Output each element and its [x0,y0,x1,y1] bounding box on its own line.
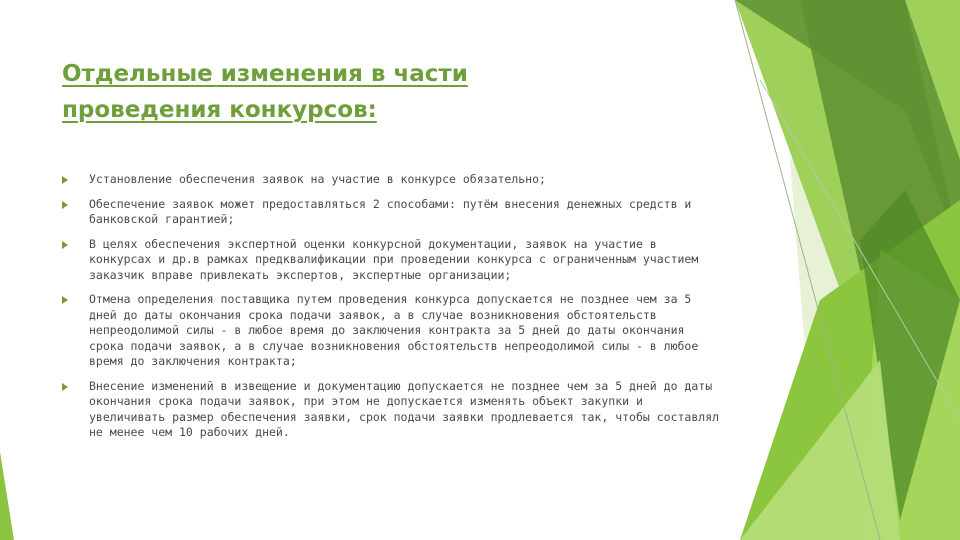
triangle-bullet-icon [62,296,68,304]
triangle-bullet-icon [62,241,68,249]
bullet-list [62,172,722,450]
bullet-text: Обеспечение заявок может предоставляться 2 способами: путём внесения денежных средств и банковской гарантией; [89,196,692,226]
bullet-text: Внесение изменений в извещение и документацию допускается не позднее чем за 5 дней до даты окончания срока подачи заявок, при этом не допускается изменять объект закупки и увеличивать размер обеспечения заявки, срок подачи заявки продлевается так, чтобы составлял не менее чем 10 рабочих дней. [89,378,720,439]
left-edge-sliver [0,452,14,540]
list-item [62,172,722,188]
triangle-bullet-icon [62,201,68,209]
slide-title: Отдельные изменения в части проведения конкурсов: [62,61,468,123]
triangle-bullet-icon [62,383,68,391]
list-item [62,379,722,441]
triangle-bullet-icon [62,176,68,184]
bullet-text: В целях обеспечения экспертной оценки конкурсной документации, заявок на участие в конкурсах и др.в рамках предквалификации при проведении конкурса с ограниченным участием заказчик вправе привлекать экспертов, экспертные организации; [89,236,699,282]
bullet-text: Отмена определения поставщика путем проведения конкурса допускается не позднее чем за 5 дней до даты окончания срока подачи заявок, а в случае возникновения обстоятельств непреодолимой силы - в любое время до заключения контракта за 5 дней до даты окончания срока подачи заявок, а в случае возникновения обстоятельств непреодолимой силы - в любое время до заключения контракта; [89,292,699,368]
list-item [62,237,722,284]
list-item [62,292,722,370]
bullet-text: Установление обеспечения заявок на участие в конкурсе обязательно; [89,172,546,186]
list-item [62,197,722,228]
